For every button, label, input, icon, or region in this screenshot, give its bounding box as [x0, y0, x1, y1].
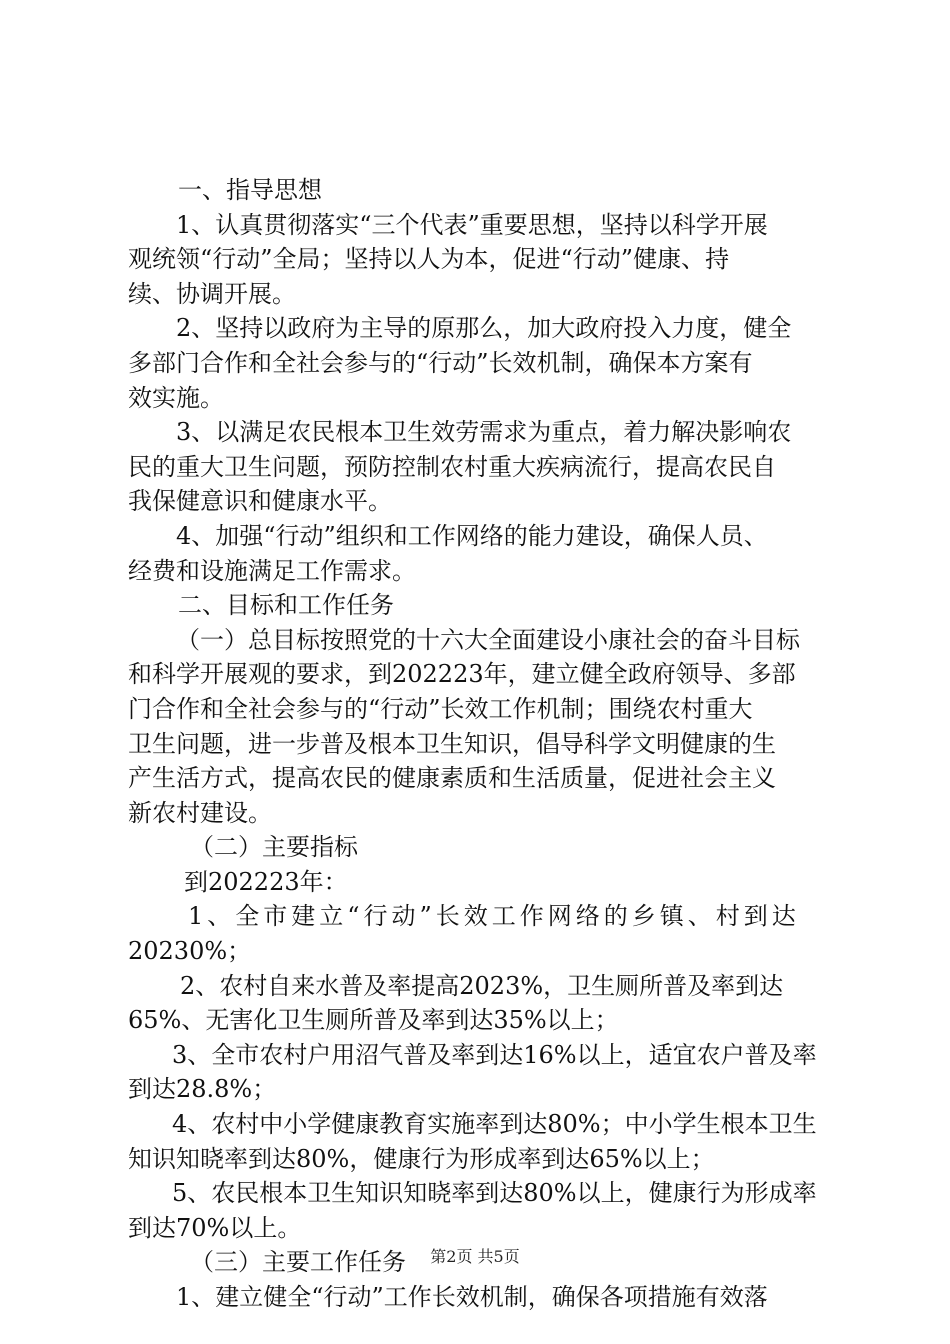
paragraph-line: 我保健意识和健康水平。: [128, 487, 392, 516]
section-heading-1: 一、指导思想: [178, 176, 322, 204]
section-heading-2: 二、目标和工作任务: [178, 591, 394, 620]
subsection-heading: （二）主要指标: [190, 833, 358, 862]
paragraph-line: 门合作和全社会参与的“行动”长效工作机制；围绕农村重大: [128, 694, 753, 723]
indicator-line: 3、全市农村户用沼气普及率到达16%以上，适宜农户普及率: [172, 1040, 817, 1069]
page-number-footer: 第2页 共5页: [430, 1247, 520, 1266]
indicator-line: 2、农村自来水普及率提高2023%，卫生厕所普及率到达: [180, 971, 784, 1000]
subsection-heading: （三）主要工作任务: [190, 1248, 406, 1277]
document-body: [128, 173, 830, 1315]
paragraph-line: 3、以满足农民根本卫生效劳需求为重点，着力解决影响农: [176, 418, 792, 447]
paragraph-line: 民的重大卫生问题，预防控制农村重大疾病流行，提高农民自: [128, 452, 776, 481]
indicator-line: 20230%；: [128, 937, 252, 966]
paragraph-line: 2、坚持以政府为主导的原那么，加大政府投入力度，健全: [176, 314, 792, 343]
paragraph-line: 1、认真贯彻落实“三个代表”重要思想，坚持以科学开展: [176, 210, 768, 239]
paragraph-line: 经费和设施满足工作需求。: [128, 556, 416, 585]
indicator-line: 4、农村中小学健康教育实施率到达80%；中小学生根本卫生: [172, 1110, 817, 1139]
paragraph-line: 产生活方式，提高农民的健康素质和生活质量，促进社会主义: [128, 764, 776, 793]
indicator-line: 65%、无害化卫生厕所普及率到达35%以上；: [128, 1006, 619, 1035]
paragraph-line: （一）总目标按照党的十六大全面建设小康社会的奋斗目标: [176, 625, 800, 654]
paragraph-line: 1、建立健全“行动”工作长效机制，确保各项措施有效落: [176, 1283, 768, 1311]
paragraph-line: 卫生问题，进一步普及根本卫生知识，倡导科学文明健康的生: [128, 729, 776, 758]
paragraph-line: 4、加强“行动”组织和工作网络的能力建设，确保人员、: [176, 521, 768, 550]
paragraph-line: 多部门合作和全社会参与的“行动”长效机制，确保本方案有: [128, 348, 753, 377]
paragraph-line: 续、协调开展。: [128, 279, 296, 308]
paragraph-line: 新农村建设。: [128, 798, 272, 827]
indicator-line: 知识知晓率到达80%，健康行为形成率到达65%以上；: [128, 1144, 715, 1173]
paragraph-line: 观统领“行动”全局；坚持以人为本，促进“行动”健康、持: [128, 245, 730, 274]
indicator-line: 1、全市建立“行动”长效工作网络的乡镇、村到达: [188, 902, 800, 931]
paragraph-line: 效实施。: [128, 383, 224, 412]
indicator-line: 到达28.8%；: [128, 1075, 277, 1104]
paragraph-line: 到202223年：: [184, 867, 348, 896]
indicator-line: 5、农民根本卫生知识知晓率到达80%以上，健康行为形成率: [172, 1179, 817, 1208]
paragraph-line: 和科学开展观的要求，到202223年，建立健全政府领导、多部: [128, 660, 796, 689]
indicator-line: 到达70%以上。: [128, 1213, 302, 1242]
